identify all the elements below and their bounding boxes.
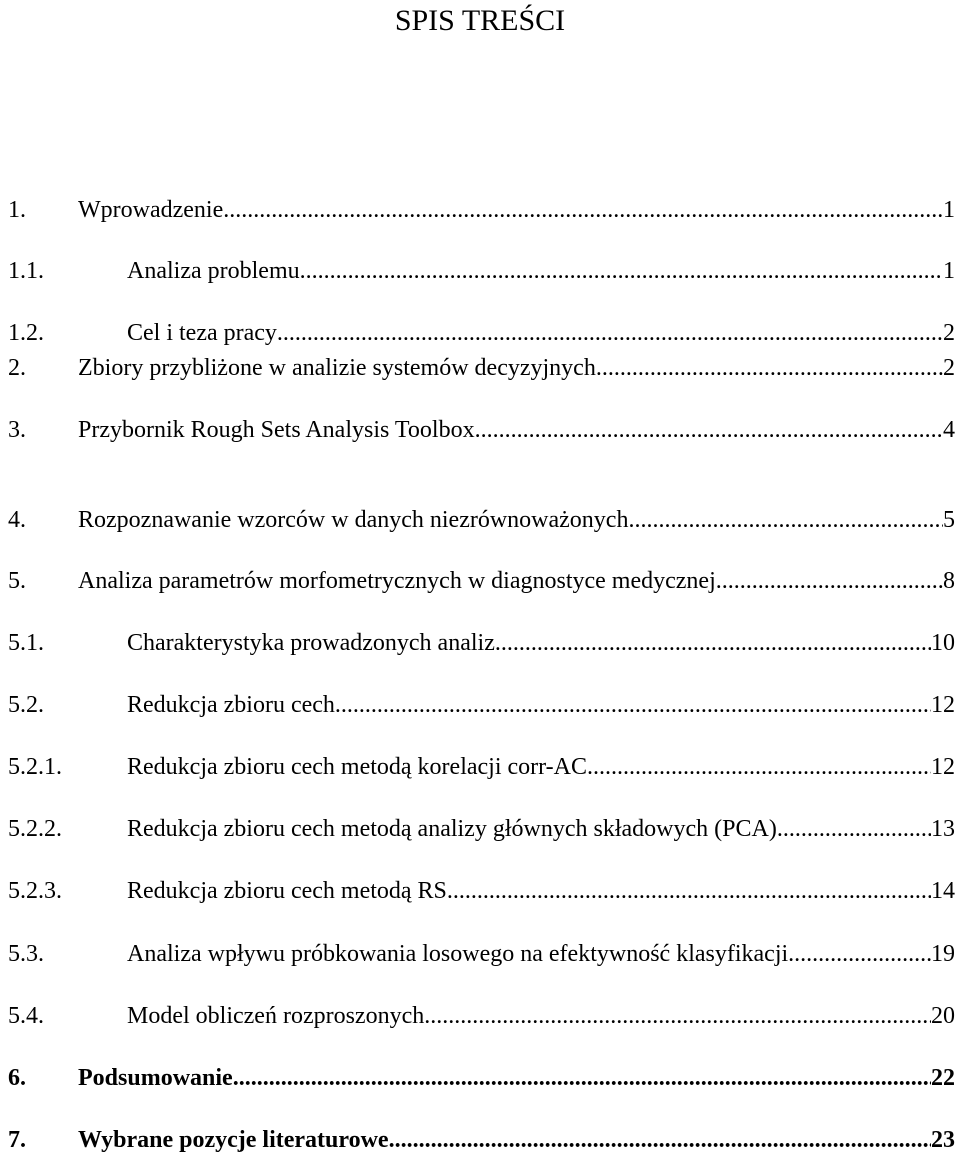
toc-entry-page-number: 20 bbox=[931, 1003, 955, 1029]
toc-entry-title: Wprowadzenie bbox=[78, 197, 224, 223]
toc-entry-page-number: 1 bbox=[943, 258, 955, 284]
toc-entry-number: 4. bbox=[8, 507, 26, 533]
toc-entry-number: 5.2. bbox=[8, 692, 44, 718]
toc-entry-title: Cel i teza pracy bbox=[127, 320, 277, 346]
toc-entry-page-number: 12 bbox=[931, 692, 955, 718]
toc-entry-title: Redukcja zbioru cech metodą RS bbox=[127, 878, 447, 904]
toc-entry-number: 5.2.3. bbox=[8, 878, 62, 904]
dot-leader bbox=[587, 753, 931, 781]
toc-entry-5-3[interactable] bbox=[0, 940, 960, 968]
toc-entry-page-number: 13 bbox=[931, 816, 955, 842]
toc-entry-title: Charakterystyka prowadzonych analiz bbox=[127, 630, 495, 656]
toc-entry-page-number: 14 bbox=[931, 878, 955, 904]
toc-entry-5-1[interactable] bbox=[0, 629, 960, 657]
toc-entry-number: 1.1. bbox=[8, 258, 44, 284]
toc-entry-5[interactable] bbox=[0, 567, 960, 595]
dot-leader bbox=[495, 629, 931, 657]
dot-leader bbox=[447, 877, 931, 905]
toc-entry-5-2[interactable] bbox=[0, 691, 960, 719]
toc-entry-1-1[interactable] bbox=[0, 257, 960, 285]
toc-entry-number: 5. bbox=[8, 568, 26, 594]
toc-entry-title: Redukcja zbioru cech metodą analizy głównych składowych (PCA) bbox=[127, 816, 777, 842]
toc-entry-page-number: 2 bbox=[943, 320, 955, 346]
toc-entry-title: Podsumowanie bbox=[78, 1065, 233, 1091]
toc-entry-title: Analiza problemu bbox=[127, 258, 300, 284]
dot-leader bbox=[788, 940, 931, 968]
toc-entry-page-number: 10 bbox=[931, 630, 955, 656]
toc-entry-title: Redukcja zbioru cech bbox=[127, 692, 335, 718]
toc-entry-5-2-1[interactable] bbox=[0, 753, 960, 781]
toc-entry-number: 5.2.2. bbox=[8, 816, 62, 842]
dot-leader bbox=[300, 257, 943, 285]
toc-entry-7[interactable] bbox=[0, 1126, 960, 1154]
toc-entry-5-2-2[interactable] bbox=[0, 815, 960, 843]
toc-entry-1-2[interactable] bbox=[0, 319, 960, 347]
toc-entry-4[interactable] bbox=[0, 506, 960, 534]
toc-entry-3[interactable] bbox=[0, 416, 960, 444]
toc-entry-title: Analiza wpływu próbkowania losowego na efektywność klasyfikacji bbox=[127, 941, 789, 967]
toc-entry-title: Analiza parametrów morfometrycznych w diagnostyce medycznej bbox=[78, 568, 716, 594]
toc-entry-page-number: 2 bbox=[943, 355, 955, 381]
toc-entry-6[interactable] bbox=[0, 1064, 960, 1092]
toc-entry-page-number: 1 bbox=[943, 197, 955, 223]
dot-leader bbox=[424, 1002, 931, 1030]
dot-leader bbox=[277, 319, 943, 347]
dot-leader bbox=[389, 1126, 931, 1154]
toc-entry-page-number: 22 bbox=[931, 1065, 955, 1091]
toc-entry-number: 6. bbox=[8, 1065, 26, 1091]
toc-entry-number: 5.1. bbox=[8, 630, 44, 656]
dot-leader bbox=[335, 691, 931, 719]
page-title: SPIS TREŚCI bbox=[394, 4, 566, 37]
toc-entry-number: 5.4. bbox=[8, 1003, 44, 1029]
dot-leader bbox=[716, 567, 943, 595]
toc-entry-title: Redukcja zbioru cech metodą korelacji corr-AC bbox=[127, 754, 587, 780]
dot-leader bbox=[777, 815, 931, 843]
toc-entry-number: 5.2.1. bbox=[8, 754, 62, 780]
dot-leader bbox=[628, 506, 943, 534]
toc-entry-title: Rozpoznawanie wzorców w danych niezrównoważonych bbox=[78, 507, 629, 533]
toc-entry-number: 2. bbox=[8, 355, 26, 381]
toc-entry-title: Zbiory przybliżone w analizie systemów decyzyjnych bbox=[78, 355, 596, 381]
toc-entry-page-number: 8 bbox=[943, 568, 955, 594]
toc-entry-page-number: 12 bbox=[931, 754, 955, 780]
toc-entry-1[interactable] bbox=[0, 196, 960, 224]
dot-leader bbox=[596, 354, 943, 382]
toc-entry-page-number: 4 bbox=[943, 417, 955, 443]
toc-entry-number: 1. bbox=[8, 197, 26, 223]
toc-entry-page-number: 19 bbox=[931, 941, 955, 967]
toc-entry-number: 1.2. bbox=[8, 320, 44, 346]
dot-leader bbox=[475, 416, 943, 444]
toc-entry-page-number: 23 bbox=[931, 1127, 955, 1153]
toc-entry-5-2-3[interactable] bbox=[0, 877, 960, 905]
toc-entry-2[interactable] bbox=[0, 354, 960, 382]
toc-entry-5-4[interactable] bbox=[0, 1002, 960, 1030]
toc-entry-title: Model obliczeń rozproszonych bbox=[127, 1003, 425, 1029]
toc-entry-number: 7. bbox=[8, 1127, 26, 1153]
toc-entry-number: 5.3. bbox=[8, 941, 44, 967]
toc-entry-title: Wybrane pozycje literaturowe bbox=[78, 1127, 389, 1153]
toc-entry-number: 3. bbox=[8, 417, 26, 443]
toc-entry-title: Przybornik Rough Sets Analysis Toolbox bbox=[78, 417, 475, 443]
dot-leader bbox=[233, 1064, 931, 1092]
dot-leader bbox=[223, 196, 943, 224]
toc-entry-page-number: 5 bbox=[943, 507, 955, 533]
